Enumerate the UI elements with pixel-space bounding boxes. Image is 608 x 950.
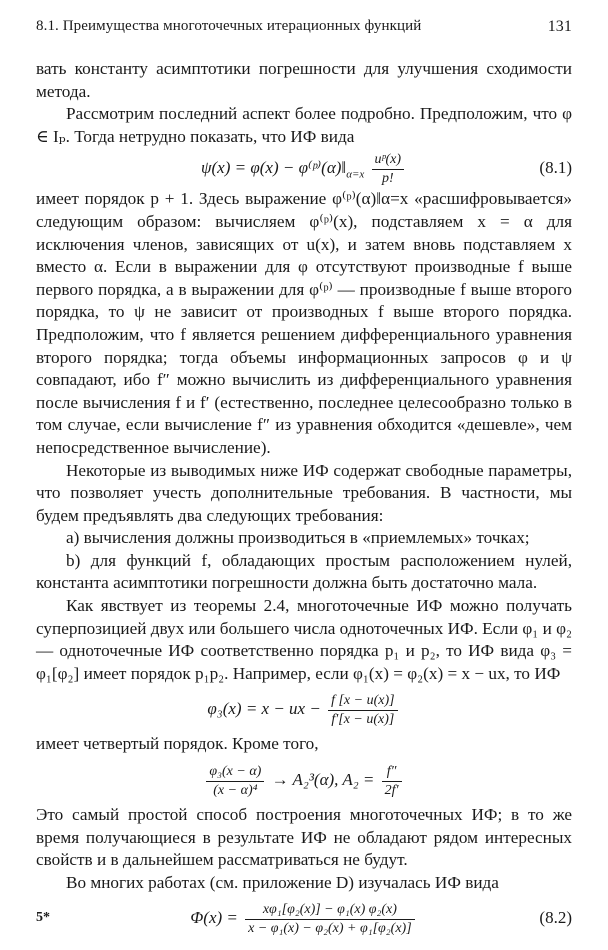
eq-fraction: $\frac{\text{xφ₁[φ₂(x)] − φ₁(x) φ₂(x)}}{\text{x − φ₁(x) − φ₂(x) + φ₁[φ₂(x)]}}$ <box>245 901 415 938</box>
list-item: b) для функций f, обладающих простым расположением нулей, константа асимптотики погрешности должна быть достаточно мала. <box>36 550 572 593</box>
running-header <box>36 18 572 40</box>
equation-8-2: Φ(x) = $\frac{\text{xφ₁[φ₂(x)] − φ₁(x) φ₂(x)}}{\text{x − φ₁(x) − φ₂(x) + φ₁[φ₂(x)]}}$ (8.2) <box>36 894 572 942</box>
equation-label: (8.2) <box>539 908 572 928</box>
eq-fraction: $\frac{\text{uᵖ(x)}}{p!}$ <box>372 151 405 188</box>
paragraph: Это самый простой способ построения многоточечных ИФ; в то же время получающиеся в результате ИФ не обладают рядом интересных свойств и в дальнейшем рассматриваться не будут. <box>36 805 572 870</box>
equation-8-1 <box>36 148 572 188</box>
page-body <box>36 58 572 942</box>
eq-fraction: $\frac{\text{φ₃(x − α)}}{\text{(x − α)⁴}}$ <box>206 763 264 800</box>
paragraph: имеет четвертый порядок. Кроме того, <box>36 734 319 754</box>
eq-left: ψ(x) = φ(x) − φ⁽ᵖ⁾(α)‖ <box>200 158 347 178</box>
eq-fraction: $\frac{f''}{2f'}$ <box>382 763 402 800</box>
equation-label: (8.1) <box>539 158 572 178</box>
equation-limit: $\frac{\text{φ₃(x − α)}}{\text{(x − α)⁴}}$ → A₂³(α), A₂ = $\frac{f''}{2f'}$ <box>36 756 572 804</box>
list-item: а) вычисления должны производиться в «приемлемых» точках; <box>66 528 530 548</box>
eq-fraction: $\frac{f [x - u(x)]}{f'[x - u(x)]}$ <box>328 692 398 729</box>
paragraph: Как явствует из теоремы 2.4, многоточечные ИФ можно получать суперпозицией двух или большего числа одноточечных ИФ. Если φ₁ и φ₂ — одноточечные ИФ соответственно порядка p₁ и p₂, то ИФ вида φ₃ = φ₁[φ₂] имеет порядок p₁p₂. Например, если φ₁(x) = φ₂(x) = x − ux, то ИФ <box>36 596 572 683</box>
equation-phi3: φ₃(x) = x − ux − $\frac{f [x - u(x)]}{f'[x - u(x)]}$ <box>36 685 572 733</box>
paragraph: Рассмотрим последний аспект более подробно. Предположим, что φ ∈ Iₚ. Тогда нетрудно показать, что ИФ вида <box>36 104 572 146</box>
page-number: 131 <box>547 18 572 35</box>
eq-sub: α=x <box>346 168 365 181</box>
paragraph: Некоторые из выводимых ниже ИФ содержат свободные параметры, что позволяет учесть дополнительные требования. В частности, мы будем предъявлять два следующих требования: <box>36 460 572 525</box>
section-title: 8.1. Преимущества многоточечных итерационных функций <box>36 18 422 34</box>
paragraph: вать константу асимптотики погрешности для улучшения сходимости метода. <box>36 59 572 101</box>
paragraph: имеет порядок p + 1. Здесь выражение φ⁽ᵖ⁾(α)‖α=x «расшифровывается» следующим образом: вычисляем φ⁽ᵖ⁾(x), подставляем x = α для исключения членов, зависящих от u(x), и затем вновь подставляем x вместо α. Если в выражении для φ отсутствуют производные f выше первого порядка, а в выражении для φ⁽ᵖ⁾ — производные f выше второго порядка, то ψ не зависит от производных f выше второго порядка. Предположим, что f является решением дифференциального уравнения второго порядка; тогда объемы информационных запросов φ и ψ совпадают, ибо f″ можно вычислить из дифференциального уравнения после вычисления f и f′ (естественно, последнее целесообразно только в том случае, если вычисление f″ из уравнения обходится «дешевле», чем непосредственное вычисление). <box>36 189 572 457</box>
paragraph: Во многих работах (см. приложение D) изучалась ИФ вида <box>66 872 499 892</box>
signature-mark: 5* <box>36 910 50 925</box>
